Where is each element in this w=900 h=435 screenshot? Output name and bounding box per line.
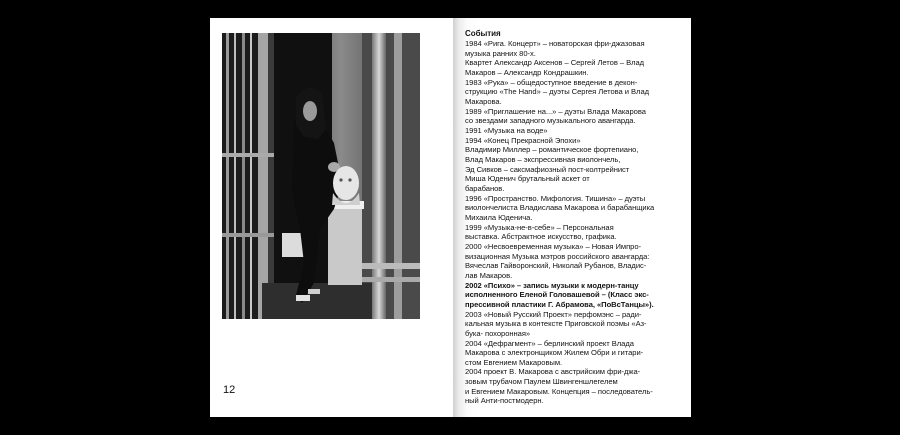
event-line: струкцию «The Hand» – дуэты Сергея Летова и Влад: [465, 87, 649, 97]
left-page: [210, 18, 453, 417]
event-line: прессивной пластики Г. Абрамова, «ПоВсТанцы»).: [465, 299, 654, 309]
event-line: 1984 «Рига. Концерт» – новаторская фри-джазовая: [465, 39, 645, 49]
event-line: 2003 «Новый Русский Проект» перфомэнс – ради-: [465, 309, 642, 319]
event-line: 2002 «Психо» – запись музыки к модерн-танцу: [465, 280, 639, 290]
event-line: 1999 «Музыка-не-в-себе» – Персональная: [465, 222, 614, 232]
event-line: 2004 проект В. Макарова с австрийским фри-джа-: [465, 367, 641, 377]
event-line: виолончелиста Владислава Макарова и барабанщика: [465, 203, 655, 213]
event-line: Макарова.: [465, 97, 502, 107]
event-line: 2004 «Дефрагмент» – берлинский проект Влада: [465, 338, 634, 348]
event-line: со звездами западного музыкального авангарда.: [465, 116, 636, 126]
event-line: музыка ранних 80-х.: [465, 48, 536, 58]
event-line: 1983 «Рука» – общедоступное введение в декон-: [465, 77, 638, 87]
event-line: визационная Музыка мэтров российского авангарда:: [465, 251, 650, 261]
event-line: ный Анти-постмодерн.: [465, 396, 544, 406]
event-line: Макаров – Александр Кондрашкин.: [465, 68, 589, 78]
event-line: исполненного Еленой Головашевой – (Класс экс-: [465, 290, 649, 300]
event-line: Макарова с электронщиком Жилем Обри и гитари-: [465, 348, 644, 358]
event-line: зовым трубачом Паулем Швингеншлегелем: [465, 377, 618, 387]
event-line: 1991 «Музыка на воде»: [465, 126, 548, 136]
events-heading: События: [465, 29, 501, 38]
event-line: Квартет Александр Аксенов – Сергей Летов – Влад: [465, 58, 645, 68]
event-line: барабанов.: [465, 184, 505, 193]
photo-musician-with-bust-icon: [222, 33, 420, 319]
event-line: Эд Сивков – саксмафиозный пост-колтрейнист: [465, 164, 630, 174]
events-text: [465, 29, 683, 406]
page-number: 12: [223, 384, 236, 396]
book-spread: [210, 18, 691, 417]
event-line: кальная музыка в контексте Приговской поэмы «Аз-: [465, 319, 647, 329]
event-line: 2000 «Несвоевременная музыка» – Новая Импро-: [465, 241, 641, 251]
right-page: [453, 18, 691, 417]
event-line: лав Макаров.: [465, 270, 513, 280]
event-line: 1989 «Приглашение на...» – дуэты Влада Макарова: [465, 106, 646, 116]
event-line: Владимир Миллер – романтическое фортепиано,: [465, 145, 639, 155]
event-line: стом Евгением Макаровым.: [465, 357, 563, 367]
photo: [222, 33, 420, 319]
event-line: Вячеслав Гайворонский, Николай Рубанов, Владис-: [465, 261, 647, 271]
event-line: Влад Макаров – экспрессивная виолончель,: [465, 155, 621, 165]
event-line: выставка. Абстрактное искусство, графика.: [465, 232, 617, 242]
event-line: Миша Юденич брутальный аскет от: [465, 174, 590, 184]
event-line: бука- похоронная»: [465, 328, 531, 338]
event-line: и Евгением Макаровым. Концепция – последователь-: [465, 386, 653, 396]
event-line: 1996 «Пространство. Мифология. Тишина» – дуэты: [465, 193, 646, 203]
event-line: 1994 «Конец Прекрасной Эпохи»: [465, 135, 581, 145]
event-line: Михаила Юденича.: [465, 212, 533, 222]
